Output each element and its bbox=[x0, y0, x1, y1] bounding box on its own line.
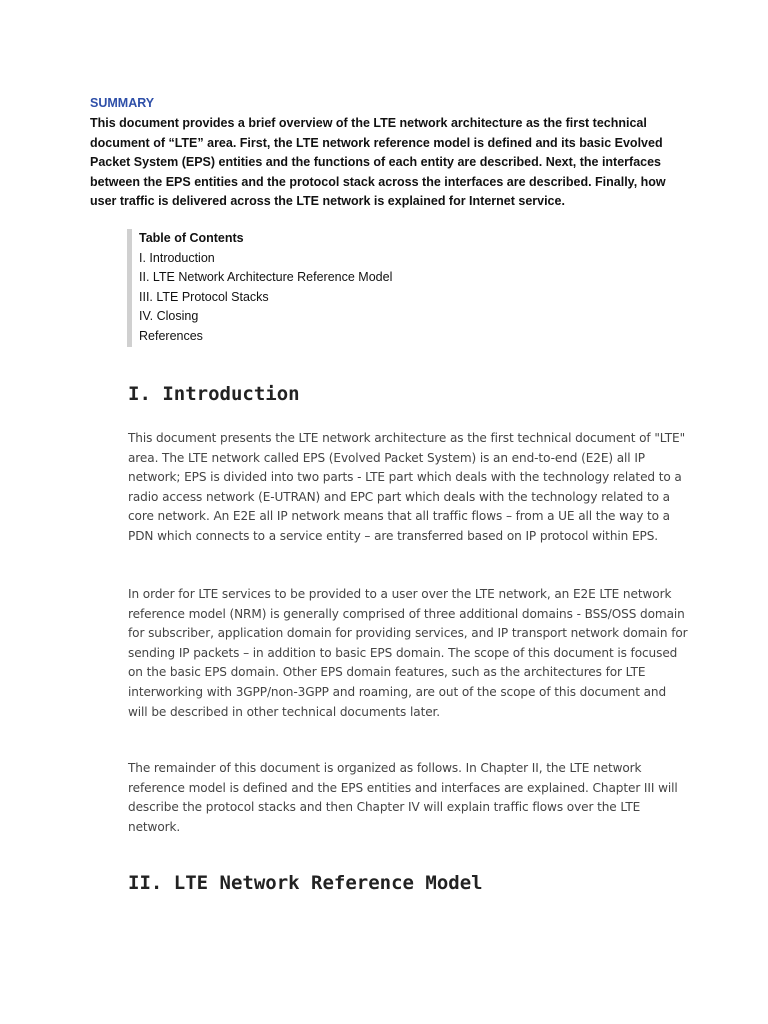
toc-item-introduction[interactable]: I. Introduction bbox=[139, 250, 215, 265]
introduction-heading: I. Introduction bbox=[128, 383, 300, 405]
section-2-heading: II. LTE Network Reference Model bbox=[128, 872, 483, 894]
table-of-contents bbox=[127, 229, 392, 347]
toc-title: Table of Contents bbox=[139, 231, 244, 245]
toc-item-network-architecture[interactable]: II. LTE Network Architecture Reference Model bbox=[139, 270, 393, 285]
introduction-paragraph-2: In order for LTE services to be provided to a user over the LTE network, an E2E LTE network reference model (NRM) is generally comprised of three additional domains - BSS/OSS domain for subscriber, application domain for providing services, and IP transport network domain for sending IP packets – in addition to basic EPS domain. The scope of this document is focused on the basic EPS domain. Other EPS domain features, such as the architectures for LTE interworking with 3GPP/non-3GPP and roaming, are out of the scope of this document and will be described in other technical documents later. bbox=[128, 587, 688, 719]
introduction-paragraph-3: The remainder of this document is organized as follows. In Chapter II, the LTE network reference model is defined and the EPS entities and interfaces are explained. Chapter III will describe the protocol stacks and then Chapter IV will explain traffic flows over the LTE network. bbox=[128, 761, 678, 834]
summary-section bbox=[90, 94, 690, 212]
summary-heading: SUMMARY bbox=[90, 96, 155, 110]
toc-item-protocol-stacks[interactable]: III. LTE Protocol Stacks bbox=[139, 289, 269, 304]
introduction-paragraph-1: This document presents the LTE network architecture as the first technical document of "LTE" area. The LTE network called EPS (Evolved Packet System) is an end-to-end (E2E) all IP network; EPS is divided into two parts - LTE part which deals with the technology related to a radio access network (E-UTRAN) and EPC part which deals with the technology related to a core network. An E2E all IP network means that all traffic flows – from a UE all the way to a PDN which connects to a service entity – are transferred based on IP protocol within EPS. bbox=[128, 431, 686, 543]
toc-item-closing[interactable]: IV. Closing bbox=[139, 309, 199, 324]
toc-item-references[interactable]: References bbox=[139, 328, 203, 343]
summary-text: This document provides a brief overview of the LTE network architecture as the first technical document of “LTE” area. First, the LTE network reference model is defined and its basic Evolved Packet System (EPS) entities and the functions of each entity are described. Next, the interfaces between the EPS entities and the protocol stack across the interfaces are described. Finally, how user traffic is delivered across the LTE network is explained for Internet service. bbox=[90, 116, 666, 209]
